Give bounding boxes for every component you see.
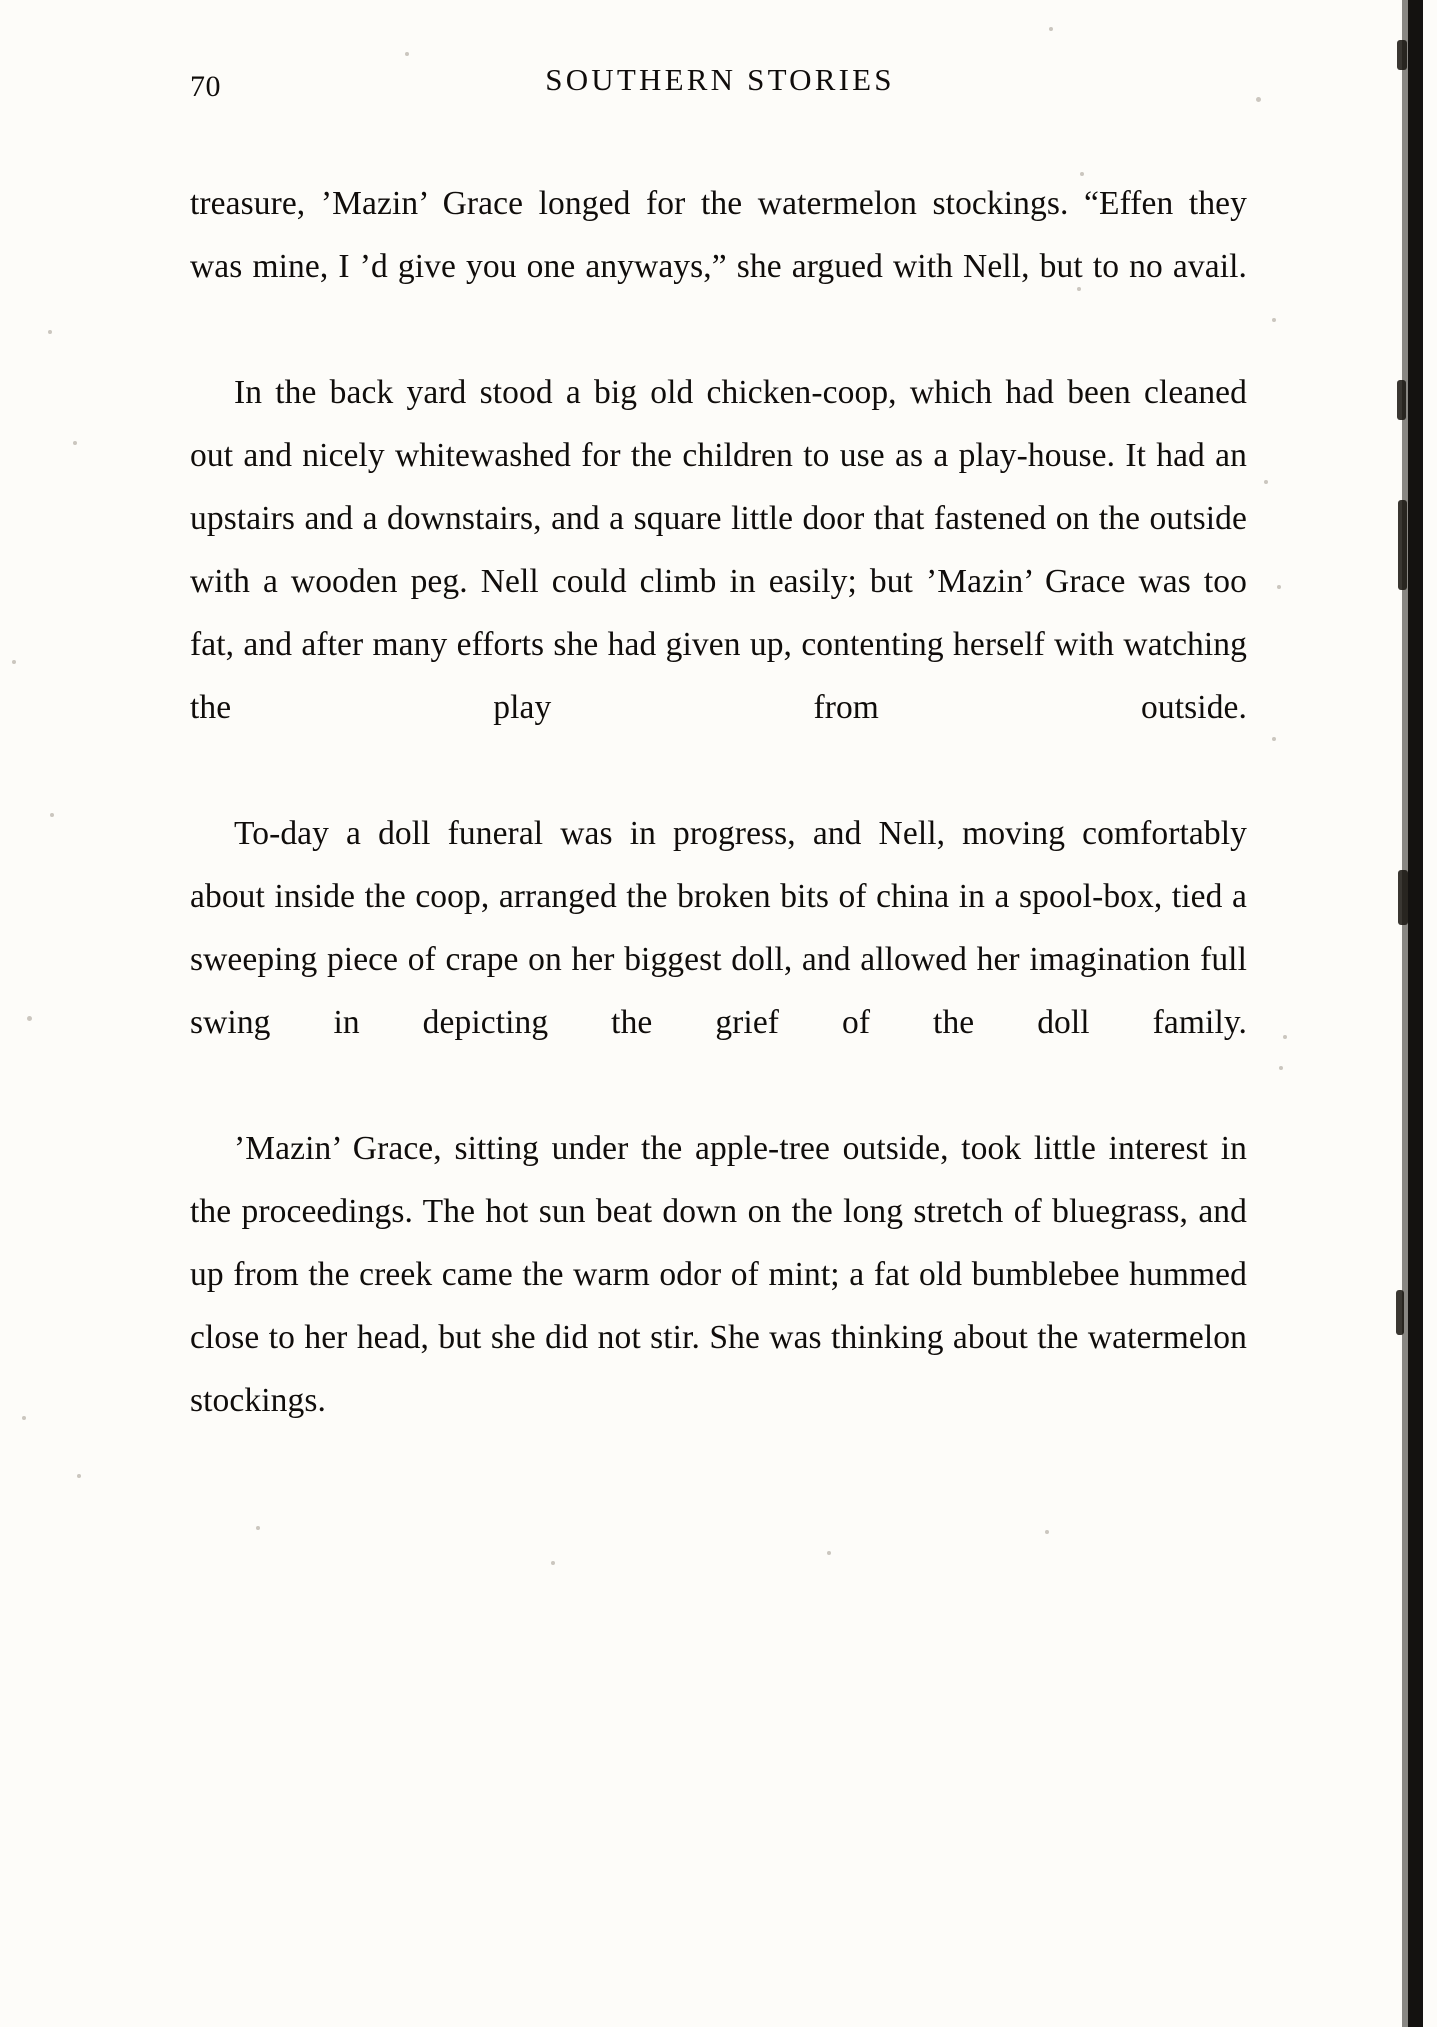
scan-speck xyxy=(50,813,54,817)
binding-spine xyxy=(1408,0,1423,2027)
scan-speck xyxy=(27,1016,32,1021)
paragraph: In the back yard stood a big old chicken-coop, which had been cleaned out and nicely whitewashed for the children to use as a play-house. It had an upstairs and a downstairs, and a square little door that fastened on the outside with a wooden peg. Nell could climb in easily; but ’Mazin’ Grace was too fat, and after many efforts she had given up, contenting herself with watching the play from outside. xyxy=(190,374,1247,726)
scan-speck xyxy=(12,660,16,664)
binding-nick xyxy=(1396,1290,1404,1335)
binding-nick xyxy=(1397,40,1407,70)
scan-speck xyxy=(1272,318,1276,322)
scan-speck xyxy=(1279,1066,1283,1070)
scan-speck xyxy=(1256,97,1261,102)
paragraph: To-day a doll funeral was in progress, and Nell, moving comfortably about inside the coop, arranged the broken bits of china in a spool-box, tied a sweeping piece of crape on her biggest doll, and allowed her imagination full swing in depicting the grief of the doll family. xyxy=(190,815,1247,1041)
book-binding-edge xyxy=(1391,0,1437,2027)
scan-speck xyxy=(256,1526,260,1530)
paragraph: ’Mazin’ Grace, sitting under the apple-tree outside, took little interest in the proceedings. The hot sun beat down on the long stretch of bluegrass, and up from the creek came the warm odor of mint; a fat old bumblebee hummed close to her head, but she did not stir. She was thinking about the watermelon stockings. xyxy=(190,1130,1247,1419)
binding-nick xyxy=(1398,500,1407,590)
scan-speck xyxy=(1045,1530,1049,1534)
page-number: 70 xyxy=(190,70,221,103)
scan-speck xyxy=(827,1551,831,1555)
scan-speck xyxy=(1283,1035,1287,1039)
scan-speck xyxy=(1049,27,1053,31)
scan-speck xyxy=(73,441,77,445)
scan-speck xyxy=(1272,737,1276,741)
page-header xyxy=(190,62,1250,110)
scan-speck xyxy=(551,1561,555,1565)
scan-speck xyxy=(48,330,52,334)
binding-nick xyxy=(1398,870,1408,925)
page-body xyxy=(190,172,1247,1495)
scan-speck xyxy=(77,1474,81,1478)
running-head: SOUTHERN STORIES xyxy=(545,62,895,97)
scan-speck xyxy=(1277,585,1281,589)
scan-speck xyxy=(405,52,409,56)
paragraph: treasure, ’Mazin’ Grace longed for the watermelon stockings. “Effen they was mine, I ’d give you one anyways,” she argued with Nell, but to no avail. xyxy=(190,185,1247,285)
scan-speck xyxy=(1264,480,1268,484)
scan-speck xyxy=(22,1416,26,1420)
binding-nick xyxy=(1397,380,1406,420)
